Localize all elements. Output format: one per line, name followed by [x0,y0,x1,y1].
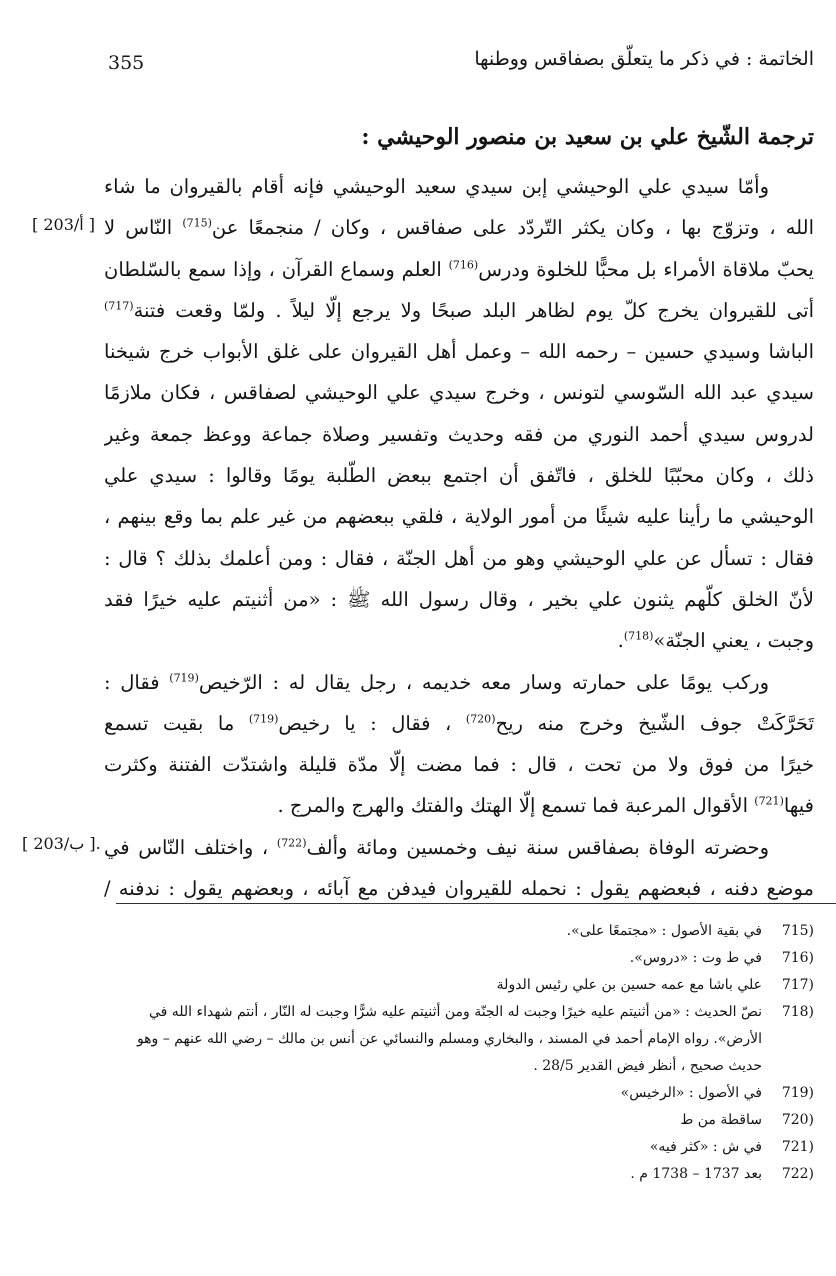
footnote-number: 716) [781,950,814,966]
footnote-number: 720) [781,1112,814,1128]
footnote [109,999,814,1080]
text-run: وجبت ، يعني الجنّة» [653,629,814,653]
footnote-text [109,1134,774,1161]
section-title: ترجمة الشّيخ علي بن سعيد بن منصور الوحيشي : [361,124,814,150]
footnote-text [109,1080,774,1107]
text-run: الله ، وتزوّج بها ، وكان يكثر التّردّد على صفاقس ، وكان / منجمعًا عن [211,216,814,240]
text-run: النّاس لا [104,216,183,240]
text-run: يحبّ ملاقاة الأمراء بل محبًّا للخلوة ودرس [478,257,814,281]
footnote-number: 718) [781,1004,814,1020]
body-line: لدروس سيدي أحمد النوري من فقه وحديث وتفسير وصلاة جماعة ووعظ جمعة وغير [104,422,814,446]
footnote-divider [116,903,836,904]
body-line: موضع دفنه ، فبعضهم يقول : نحمله للقيروان فيدفن مع آبائه ، وبعضهم يقول : ندفنه / [104,877,814,901]
body-line [104,207,814,248]
page-number: 355 [108,52,145,74]
footnote-line: بعد 1737 – 1738 م . [630,1166,762,1182]
footnote-text [109,945,774,972]
body-line: فقال : تسأل عن علي الوحيشي وهو من أهل الجنّة ، فقال : ومن أعلمك بذلك ؟ قال : [104,546,814,570]
footnote [109,945,814,972]
footnote [109,1080,814,1107]
body-line [104,827,814,868]
footnote [109,1107,814,1134]
text-run: أتى للقيروان يخرج كلّ يوم لظاهر البلد صبحًا ولا يرجع إلّا ليلاً . ولمّا وقعت فتنة [133,298,814,322]
footnote-line: نصّ الحديث : «من أثنيتم عليه خيرًا وجبت له الجنّة ومن أثنيتم عليه شرًّا وجبت له النّار ، أنتم شهداء الله في [148,1004,762,1020]
footnote-number: 717) [781,977,814,993]
margin-folio-note: [ 203/ب ]. [22,834,101,853]
footnote [109,1161,814,1188]
footnote-ref: (720) [465,712,496,726]
footnotes [109,918,814,1188]
margin-folio-note: [ 203/أ ] [32,215,96,234]
footnote-line: في بقية الأصول : «مجتمعًا على». [566,923,762,939]
footnote-number: 721) [781,1139,814,1155]
text-run: ، فقال : يا رخيص [278,711,466,735]
footnote-text [109,1107,774,1134]
text-run: ما بقيت تسمع [104,711,249,735]
footnote-ref: (722) [276,836,307,850]
body-line: الباشا وسيدي حسين – رحمه الله – وعمل أهل القيروان على غلق الأبواب خرج شيخنا [104,340,814,364]
footnote-line: في ش : «كثر فيه» [649,1139,762,1155]
body-line [104,662,814,703]
footnote [109,918,814,945]
text-run: ، واختلف النّاس في [104,835,277,859]
footnote-number: 722) [781,1166,814,1182]
footnote-ref: (719) [169,671,199,685]
body-line [104,249,814,290]
footnote-line: الأرض». رواه الإمام أحمد في المسند ، والبخاري ومسلم والنسائي عن أنس بن مالك – رضي الله عنهم – وهو [136,1031,762,1047]
footnote-text [109,972,774,999]
footnote-number: 715) [781,923,814,939]
body-line: لأنّ الخلق كلّهم يثنون علي بخير ، وقال رسول الله ﷺ : «من أثنيتم عليه خيرًا فقد [104,587,814,611]
footnote-line: ساقطة من ط [680,1112,762,1128]
body-line: خيرًا من فوق ولا من تحت ، قال : فما مضت إلّا مدّة قليلة واشتدّت الفتنة وكثرت [104,753,814,777]
body-line: ذلك ، وكان محبّبًا للخلق ، فاتّفق أن اجتمع ببعض الطّلبة يومًا وقالوا : سيدي علي [104,464,814,488]
footnote-number: 719) [781,1085,814,1101]
footnote-text [109,918,774,945]
footnote-line: علي باشا مع عمه حسين بن علي رئيس الدولة [496,977,762,993]
body-line: الوحيشي ما رأينا عليه شيئًا من أمور الولاية ، فلقي ببعضهم من غير علم بما وقع بينهم ، [104,505,814,529]
footnote-ref: (716) [448,258,479,272]
body-line: سيدي عبد الله السّوسي لتونس ، وخرج سيدي علي الوحيشي لصفاقس ، فكان ملازمًا [104,381,814,405]
footnote-ref: (717) [104,299,134,313]
text-run: . [617,629,624,653]
footnote-ref: (721) [754,794,784,808]
footnote-line: في ط وت : «دروس». [629,950,762,966]
text-run: فقال : [104,670,170,694]
footnote-ref: (719) [248,712,279,726]
text-run: الأقوال المرعبة فما تسمع إلّا الهتك والفتك والهرج والمرج . [277,794,755,818]
text-run: فيها [783,794,814,818]
text-run: العلم وسماع القرآن ، وإذا سمع بالسّلطان [104,257,449,281]
footnote [109,1134,814,1161]
text-run: تَحَرَّكَتْ جوف الشّيخ وخرج منه ريح [495,711,814,735]
footnote [109,972,814,999]
body-line [104,620,814,661]
body-line [104,703,814,744]
body-text [104,166,814,909]
footnote-ref: (718) [623,629,654,643]
body-line [104,290,814,331]
body-line: وأمّا سيدي علي الوحيشي إبن سيدي سعيد الوحيشي فإنه أقام بالقيروان ما شاء [104,175,769,198]
body-line [104,785,814,826]
footnote-text [109,999,774,1080]
footnote-text [109,1161,774,1188]
running-header: الخاتمة : في ذكر ما يتعلّق بصفاقس ووطنها [474,48,814,70]
text-run: وحضرته الوفاة بصفاقس سنة نيف وخمسين ومائة وألف [306,835,769,859]
text-run: وركب يومًا على حمارته وسار معه خديمه ، رجل يقال له : الرّخيص [198,670,769,694]
footnote-ref: (715) [182,216,212,230]
footnote-line: حديث صحيح ، أنظر فيض القدير 28/5 . [533,1058,762,1074]
footnote-line: في الأصول : «الرخيس» [620,1085,762,1101]
